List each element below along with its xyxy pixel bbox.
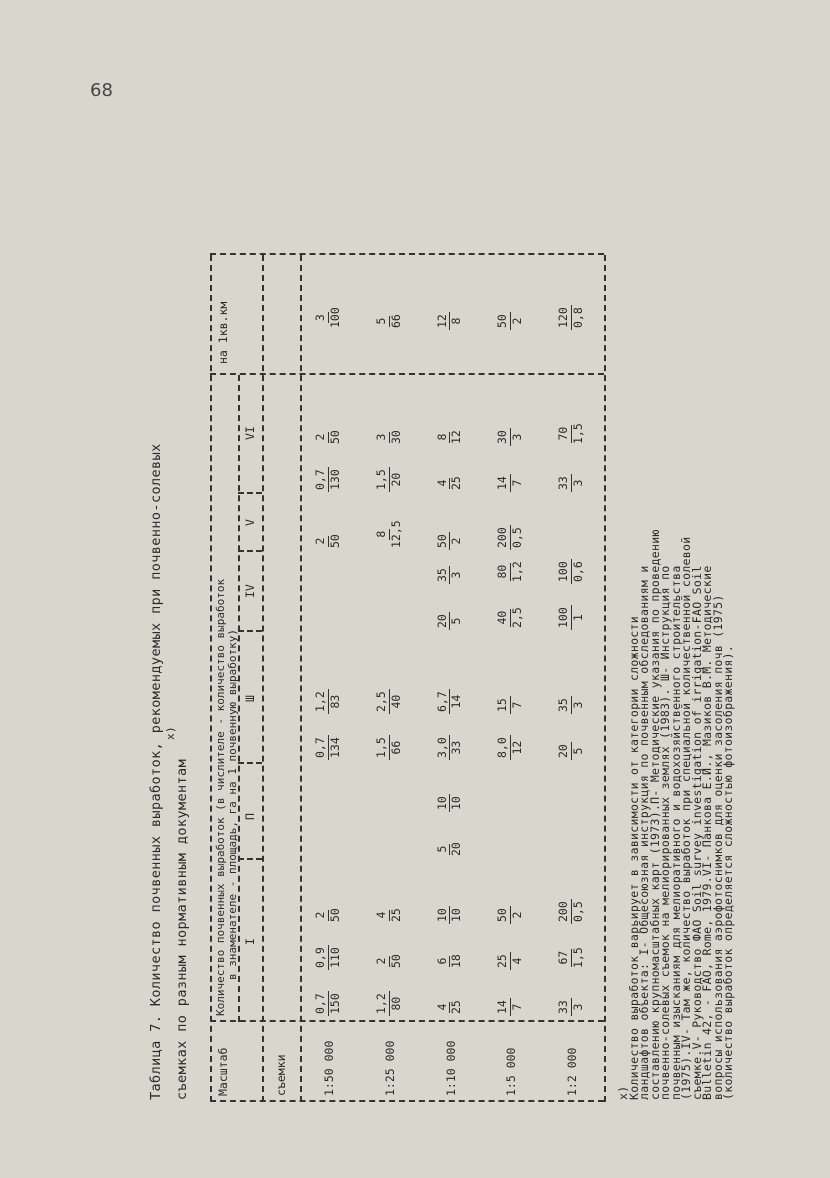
fraction-numerator: 67 — [556, 950, 571, 965]
fraction-numerator: 40 — [495, 610, 510, 625]
fraction-denominator: 25 — [388, 908, 403, 922]
fraction-numerator: 200 — [495, 527, 510, 548]
fraction-denominator: 3 — [449, 571, 464, 579]
fraction-value — [557, 559, 586, 584]
fraction-value — [496, 428, 525, 446]
header-source-6: VI — [243, 426, 257, 440]
fraction-denominator: 83 — [327, 694, 342, 709]
table-rule — [210, 1100, 604, 1102]
fraction-numerator: 1,2 — [313, 691, 327, 712]
fraction-numerator: 1,5 — [373, 469, 388, 490]
fraction-value — [436, 474, 465, 492]
fraction-value — [375, 467, 404, 492]
fraction-numerator: 20 — [556, 744, 571, 758]
footnote-line: съемке.V- Руководство ФАО Soil survey investigation of irrigation-FAO Soil — [689, 565, 704, 1100]
fraction-denominator: 134 — [327, 737, 342, 758]
fraction-numerator: 8 — [373, 530, 388, 538]
table-rule — [238, 550, 262, 552]
fraction-numerator: 10 — [434, 908, 449, 922]
table-rule — [300, 255, 302, 1102]
fraction-value — [557, 899, 586, 924]
footnote-line: почвенно-солевых съемок на мелиорированных землях (1983). Ш- Инструкция по — [658, 565, 672, 1100]
table-rule — [262, 255, 264, 1102]
fraction-value — [375, 518, 404, 550]
fraction-denominator: 50 — [327, 908, 342, 922]
per-km-value — [436, 312, 465, 330]
fraction-numerator: 1,5 — [373, 737, 388, 758]
fraction-denominator: 25 — [449, 1000, 464, 1014]
fraction-denominator: 0,6 — [570, 561, 585, 582]
row-scale: 1:10 000 — [443, 1040, 458, 1096]
fraction-denominator: 4 — [510, 957, 525, 965]
fraction-numerator: 14 — [495, 476, 510, 490]
fraction-numerator: 3 — [373, 433, 388, 441]
table-rule — [210, 253, 604, 255]
fraction-value — [557, 421, 586, 446]
fraction-denominator: 30 — [388, 430, 403, 444]
page-number: 68 — [90, 80, 113, 101]
fraction-denominator: 12,5 — [388, 520, 403, 548]
fraction-value — [375, 735, 404, 760]
fraction-value — [496, 696, 525, 714]
caption-footnote-mark: x) — [164, 725, 177, 740]
table-caption-line2: съемках по разным нормативным документам — [174, 758, 190, 1100]
fraction-denominator: 1 — [570, 614, 585, 622]
fraction-value — [496, 525, 525, 550]
fraction-value — [314, 945, 343, 970]
fraction-value — [496, 559, 525, 584]
fraction-value — [314, 689, 343, 714]
fraction-numerator: 33 — [556, 1000, 571, 1014]
fraction-denominator: 2,5 — [510, 607, 525, 628]
fraction-numerator: 70 — [556, 426, 571, 441]
fraction-numerator: 50 — [434, 534, 449, 548]
row-scale: 1:50 000 — [322, 1040, 336, 1096]
fraction-value — [314, 532, 343, 550]
fraction-numerator: 6,7 — [434, 691, 449, 712]
footnote-line: почвенным изысканиям для мелиоративного и водохозяйственного строительства — [668, 565, 683, 1100]
fraction-denominator: 7 — [510, 701, 525, 709]
fraction-numerator: 6 — [434, 957, 449, 965]
fraction-denominator: 1,5 — [570, 947, 585, 968]
fraction-denominator: 3 — [510, 433, 525, 441]
table-rule — [238, 858, 262, 860]
fraction-denominator: 0,5 — [510, 527, 525, 548]
fraction-denominator: 50 — [327, 430, 342, 444]
header-group-title-2: в знаменателе - площадь, га на 1 почвенную выработку) — [226, 629, 239, 980]
fraction-numerator: 33 — [556, 476, 571, 490]
table-rule — [238, 492, 262, 494]
fraction-numerator: 25 — [495, 954, 510, 968]
fraction-value — [557, 998, 586, 1016]
fraction-numerator: 50 — [495, 314, 510, 328]
fraction-denominator: 10 — [449, 796, 464, 810]
footnote-line: (количество выработок определяется сложностью фотоизображения). — [721, 644, 735, 1100]
fraction-denominator: 40 — [388, 694, 403, 709]
fraction-denominator: 50 — [327, 534, 342, 548]
fraction-denominator: 2 — [510, 911, 525, 919]
fraction-value — [375, 952, 404, 970]
table-rule — [604, 255, 606, 1102]
fraction-denominator: 25 — [449, 476, 464, 490]
fraction-numerator: 100 — [556, 561, 571, 582]
fraction-numerator: 200 — [556, 901, 571, 922]
fraction-numerator: 0,9 — [313, 947, 327, 968]
fraction-value — [557, 605, 586, 630]
row-scale: 1:2 000 — [565, 1047, 580, 1096]
fraction-denominator: 66 — [388, 740, 403, 755]
fraction-denominator: 33 — [449, 740, 464, 755]
fraction-numerator: 2,5 — [373, 691, 388, 712]
fraction-denominator: 14 — [449, 694, 464, 709]
fraction-numerator: 2 — [313, 433, 327, 441]
fraction-denominator: 3 — [570, 479, 585, 487]
fraction-value — [375, 428, 404, 446]
footnote-line: (1975).IV- Там же, количество выработок при специальной количественной солевой — [679, 536, 693, 1100]
fraction-numerator: 2 — [373, 957, 388, 965]
fraction-value — [375, 906, 404, 924]
fraction-value — [436, 840, 465, 858]
fraction-denominator: 1,5 — [570, 423, 585, 444]
fraction-numerator: 0,7 — [313, 469, 327, 490]
header-source-1: I — [243, 938, 257, 945]
fraction-denominator: 10 — [449, 908, 464, 922]
fraction-value — [557, 742, 586, 760]
footnote-line: Bulletin 42, - FAO, Rome, 1979.VI- Панкова Е.И., Мазиков В.М. Методические — [700, 565, 714, 1100]
fraction-value — [436, 532, 465, 550]
fraction-denominator: 100 — [327, 307, 342, 328]
table-rule — [238, 630, 262, 632]
fraction-value — [436, 428, 465, 446]
fraction-numerator: 8 — [434, 433, 449, 441]
row-scale: 1:25 000 — [382, 1040, 397, 1096]
fraction-numerator: 14 — [495, 1000, 510, 1014]
fraction-value — [436, 735, 465, 760]
fraction-denominator: 66 — [388, 314, 403, 328]
footnote-line: вопросы использования аэрофотоснимков для оценки засоления почв (1975) — [710, 594, 725, 1100]
fraction-numerator: 50 — [495, 908, 510, 922]
fraction-denominator: 7 — [510, 479, 525, 487]
fraction-numerator: 5 — [434, 845, 449, 853]
footnote-line: Количество выработок варьирует в зависимости от категории сложности — [626, 616, 641, 1100]
fraction-denominator: 130 — [327, 469, 342, 490]
fraction-numerator: 8,0 — [495, 737, 510, 758]
fraction-value — [496, 952, 525, 970]
fraction-value — [496, 998, 525, 1016]
fraction-denominator: 3 — [570, 701, 585, 709]
header-per-km: на 1кв.км — [216, 301, 230, 364]
fraction-value — [557, 474, 586, 492]
header-source-3: Ш — [243, 695, 257, 702]
fraction-value — [314, 906, 343, 924]
per-km-value — [314, 305, 343, 330]
fraction-denominator: 20 — [388, 472, 403, 487]
fraction-denominator: 5 — [449, 617, 464, 625]
table-caption: Таблица 7. Количество почвенных выработок, рекомендуемых при почвенно-солевых — [148, 443, 164, 1100]
fraction-denominator: 12 — [510, 740, 525, 755]
per-km-value — [375, 312, 404, 330]
fraction-value — [314, 467, 343, 492]
fraction-denominator: 18 — [449, 954, 464, 968]
fraction-value — [496, 605, 525, 630]
table-rule — [238, 762, 262, 764]
fraction-denominator: 0,8 — [570, 307, 585, 328]
fraction-value — [375, 991, 404, 1016]
fraction-value — [436, 906, 465, 924]
fraction-value — [557, 945, 586, 970]
footnote-line: ландшафтов объекта: I- Общесоюзная инструкция по почвенным обследованиям и — [637, 565, 651, 1100]
fraction-numerator: 4 — [373, 911, 388, 919]
rotated-table-block — [130, 120, 735, 1120]
footnote-line: составлению крупномасштабных карт (1973).П- Методические указания по проведению — [647, 529, 662, 1100]
fraction-value — [557, 696, 586, 714]
header-group-title: Количество почвенных выработок (в числителе - количество выработок — [214, 578, 227, 1016]
fraction-value — [436, 612, 465, 630]
fraction-numerator: 2 — [313, 911, 327, 919]
fraction-numerator: 1,2 — [373, 993, 388, 1014]
table-rule — [210, 255, 212, 1102]
fraction-denominator: 2 — [449, 537, 464, 545]
fraction-numerator: 3,0 — [434, 737, 449, 758]
fraction-numerator: 5 — [373, 317, 388, 325]
fraction-numerator: 0,7 — [313, 737, 327, 758]
fraction-numerator: 4 — [434, 479, 449, 487]
fraction-numerator: 35 — [434, 568, 449, 582]
fraction-value — [436, 689, 465, 714]
fraction-numerator: 100 — [556, 607, 571, 628]
fraction-numerator: 4 — [434, 1003, 449, 1011]
table-rule — [210, 1020, 604, 1022]
table-rule — [210, 373, 604, 375]
fraction-value — [436, 952, 465, 970]
fraction-denominator: 3 — [570, 1003, 585, 1011]
fraction-denominator: 110 — [327, 947, 342, 968]
fraction-denominator: 80 — [388, 996, 403, 1011]
fraction-denominator: 50 — [388, 954, 403, 968]
footnote-line: x) — [616, 1085, 630, 1100]
fraction-numerator: 35 — [556, 698, 571, 712]
fraction-numerator: 30 — [495, 430, 510, 444]
fraction-value — [314, 991, 343, 1016]
fraction-numerator: 10 — [434, 796, 449, 810]
fraction-value — [496, 906, 525, 924]
fraction-value — [436, 998, 465, 1016]
fraction-value — [375, 689, 404, 714]
header-scale-sub: съемки — [274, 1054, 288, 1096]
fraction-numerator: 80 — [495, 564, 510, 579]
header-source-5: V — [243, 519, 257, 526]
row-scale: 1:5 000 — [504, 1047, 519, 1096]
per-km-value — [557, 305, 586, 330]
fraction-denominator: 150 — [327, 993, 342, 1014]
fraction-value — [436, 794, 465, 812]
fraction-value — [314, 428, 343, 446]
fraction-numerator: 120 — [556, 307, 571, 328]
fraction-denominator: 12 — [449, 430, 464, 444]
fraction-denominator: 8 — [449, 317, 464, 325]
header-source-2: П — [243, 813, 257, 820]
fraction-value — [314, 735, 343, 760]
fraction-denominator: 5 — [570, 747, 585, 755]
fraction-value — [436, 566, 465, 584]
fraction-numerator: 2 — [313, 537, 327, 545]
fraction-numerator: 20 — [434, 614, 449, 628]
per-km-value — [496, 312, 525, 330]
fraction-numerator: 0,7 — [313, 993, 327, 1014]
fraction-denominator: 20 — [449, 842, 464, 856]
fraction-numerator: 3 — [313, 314, 327, 322]
fraction-numerator: 12 — [434, 314, 449, 328]
fraction-numerator: 15 — [495, 698, 510, 712]
fraction-denominator: 1,2 — [510, 561, 525, 582]
fraction-value — [496, 735, 525, 760]
fraction-denominator: 2 — [510, 317, 525, 325]
header-source-4: IV — [243, 584, 257, 598]
header-scale: Масштаб — [216, 1047, 230, 1096]
fraction-value — [496, 474, 525, 492]
fraction-denominator: 0,5 — [570, 901, 585, 922]
fraction-denominator: 7 — [510, 1003, 525, 1011]
